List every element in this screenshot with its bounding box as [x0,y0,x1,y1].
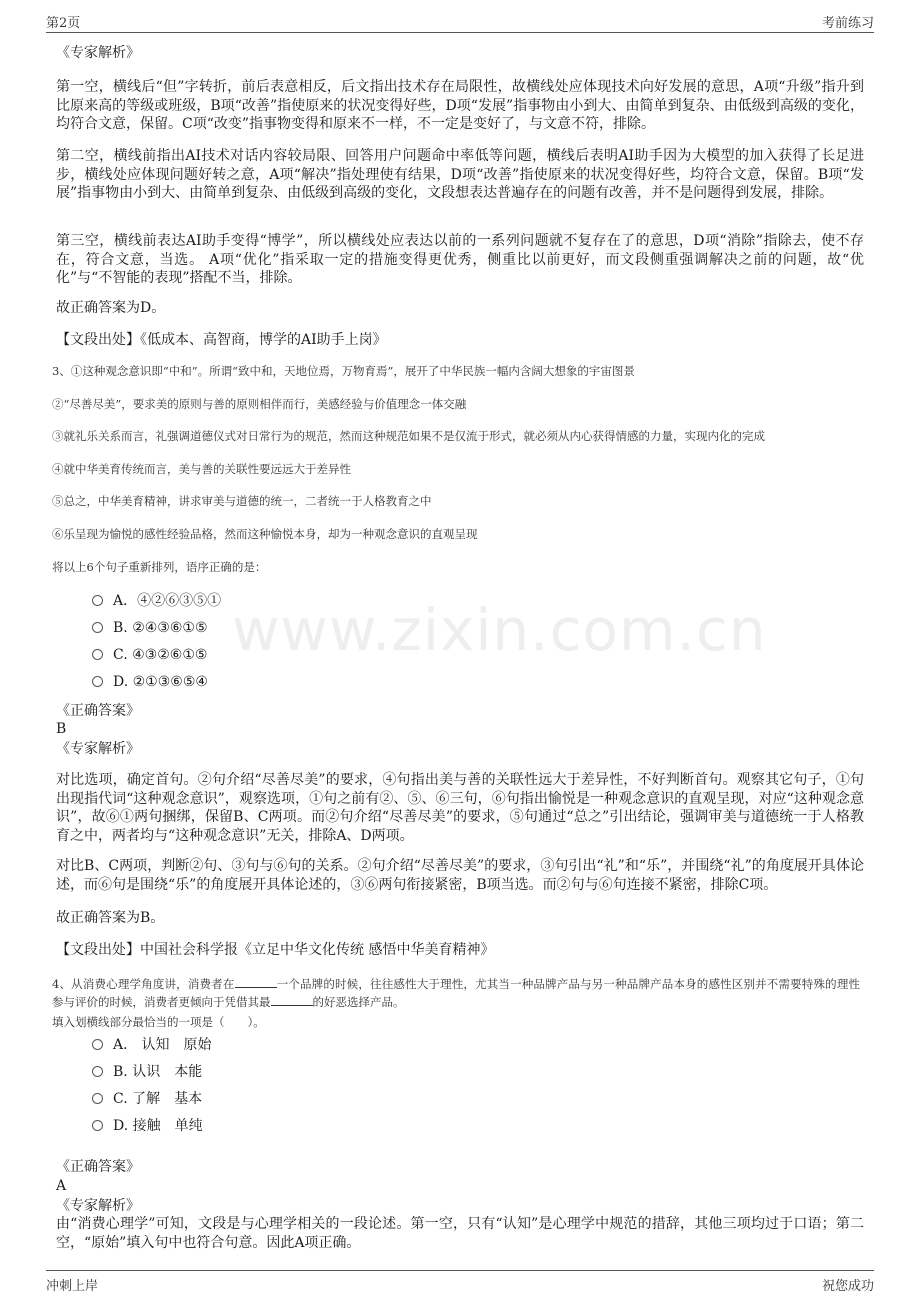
radio-icon[interactable] [92,649,103,660]
correct-answer: A [56,1178,67,1194]
option-d[interactable] [92,672,208,692]
page-number: 第2页 [46,16,81,31]
question-stem: 4、从消费心理学角度讲，消费者在 一个品牌的时候，往往感性大于理性，尤其当一种品牌产品与另一种品牌产品本身的感性区别并不需要特殊的理性参与评价的时候，消费者更倾向于凭借其最 的好恶选择产品。 [52,977,860,1009]
option-label: A．④②⑥③⑤① [113,593,222,609]
question-sentence: 3、①这种观念意识即“中和”。所谓“致中和，天地位焉，万物育焉”，展开了中华民族一幅内含阔大想象的宇宙图景 [52,364,635,378]
question-prompt: 将以上6个句子重新排列，语序正确的是： [52,560,267,574]
text-source: 【文段出处】中国社会科学报《立足中华文化传统 感悟中华美育精神》 [56,942,495,958]
radio-icon[interactable] [92,676,103,687]
option-b[interactable] [92,1062,202,1082]
question-sentence: ⑥乐呈现为愉悦的感性经验品格，然而这种愉悦本身，却为一种观念意识的直观呈现 [52,527,478,541]
radio-icon[interactable] [92,1066,103,1077]
analysis-paragraph: 第二空，横线前指出AI技术对话内容较局限、回答用户问题命中率低等问题，横线后表明AI助手因为大模型的加入获得了长足进步，横线处应体现问题好转之意，A项“解决”指处理使有结果，D项“改善”指使原来的状况变得好些，均符合文意，保留。B项“发展”指事物由小到大、由简单到复杂、由低级到高级的变化，文段想表达普遍存在的问题有改善，并不是问题得到发展，排除。 [56,148,864,201]
option-b[interactable] [92,618,208,638]
page-header [46,8,874,33]
footer-left-text: 冲刺上岸 [46,1279,99,1294]
expert-analysis-label: 《专家解析》 [56,1198,140,1214]
option-label: C. ④③②⑥①⑤ [113,647,208,663]
radio-icon[interactable] [92,1039,103,1050]
option-d[interactable] [92,1116,203,1136]
option-label: B. ②④③⑥①⑤ [113,620,208,636]
question-sentence: ⑤总之，中华美育精神，讲求审美与道德的统一，二者统一于人格教育之中 [52,494,432,508]
header-title: 考前练习 [821,16,874,31]
analysis-paragraph: 第一空，横线后“但”字转折，前后表意相反，后文指出技术存在局限性，故横线处应体现技术向好发展的意思，A项“升级”指升到比原来高的等级或班级，B项“改善”指使原来的状况变得好些，D项“发展”指事物由小到大、由简单到复杂、由低级到高级的变化，均符合文意，保留。C项“改变”指事物变得和原来不一样，不一定是变好了，与文意不符，排除。 [56,79,864,132]
option-label: D. 接触 单纯 [113,1118,203,1134]
watermark: www.zixin.com.cn [232,596,767,664]
expert-analysis-label: 《专家解析》 [56,45,140,61]
analysis-paragraph: 由“消费心理学”可知，文段是与心理学相关的一段论述。第一空，只有“认知”是心理学中规范的措辞，其他三项均过于口语；第二空，“原始”填入句中也符合句意。因此A项正确。 [56,1216,864,1251]
option-a[interactable] [92,591,221,611]
correct-answer-label: 《正确答案》 [56,1159,140,1175]
correct-answer: B [56,721,67,737]
option-a[interactable] [92,1035,212,1055]
question-sentence: ④就中华美育传统而言，美与善的关联性要远远大于差异性 [52,462,351,476]
fill-blank [235,975,277,988]
option-label: D. ②①③⑥⑤④ [113,674,208,690]
analysis-paragraph: 对比选项，确定首句。②句介绍“尽善尽美”的要求，④句指出美与善的关联性远大于差异性，不好判断首句。观察其它句子，①句出现指代词“这种观念意识”，观察选项，①句之前有②、⑤、⑥三句，⑥句指出愉悦是一种观念意识的直观呈现，对应“这种观念意识”，故⑥①两句捆绑，保留B、C两项。而②句介绍“尽善尽美”的要求，⑤句通过“总之”引出结论，强调审美与道德统一于人格教育之中，两者均与“这种观念意识”无关，排除A、D两项。 [56,772,864,844]
option-c[interactable] [92,1089,202,1109]
page-footer [46,1270,874,1295]
radio-icon[interactable] [92,622,103,633]
question-sentence: ②“尽善尽美”，要求美的原则与善的原则相伴而行，美感经验与价值理念一体交融 [52,397,467,411]
fill-blank [271,993,313,1006]
answer-conclusion: 故正确答案为D。 [56,300,166,316]
text-source: 【文段出处】《低成本、高智商，博学的AI助手上岗》 [56,332,387,348]
analysis-paragraph: 第三空，横线前表达AI助手变得“博学”，所以横线处应表达以前的一系列问题就不复存在了的意思，D项“消除”指除去，使不存在，符合文意，当选。 A项“优化”指采取一定的措施变得更优秀，侧重比以前更好，而文段侧重强调解决之前的问题，故“优化”与“不智能的表现”搭配不当，排除。 [56,233,864,286]
expert-analysis-label: 《专家解析》 [56,741,140,757]
radio-icon[interactable] [92,1120,103,1131]
footer-right-text: 祝您成功 [821,1279,874,1294]
option-label: C. 了解 基本 [113,1091,203,1107]
correct-answer-label: 《正确答案》 [56,703,140,719]
option-label: A． 认知 原始 [113,1037,212,1053]
analysis-paragraph: 对比B、C两项，判断②句、③句与⑥句的关系。②句介绍“尽善尽美”的要求，③句引出“礼”和“乐”，并围绕“礼”的角度展开具体论述，而⑥句是围绕“乐”的角度展开具体论述的，③⑥两句衔接紧密，B项当选。而②句与⑥句连接不紧密，排除C项。 [56,858,864,893]
question-prompt: 填入划横线部分最恰当的一项是（ ）。 [52,1015,265,1029]
question-sentence: ③就礼乐关系而言，礼强调道德仪式对日常行为的规范，然而这种规范如果不是仅流于形式，就必须从内心获得情感的力量，实现内化的完成 [52,429,765,443]
answer-conclusion: 故正确答案为B。 [56,910,165,926]
radio-icon[interactable] [92,1093,103,1104]
option-c[interactable] [92,645,207,665]
option-label: B. 认识 本能 [113,1064,203,1080]
radio-icon[interactable] [92,595,103,606]
